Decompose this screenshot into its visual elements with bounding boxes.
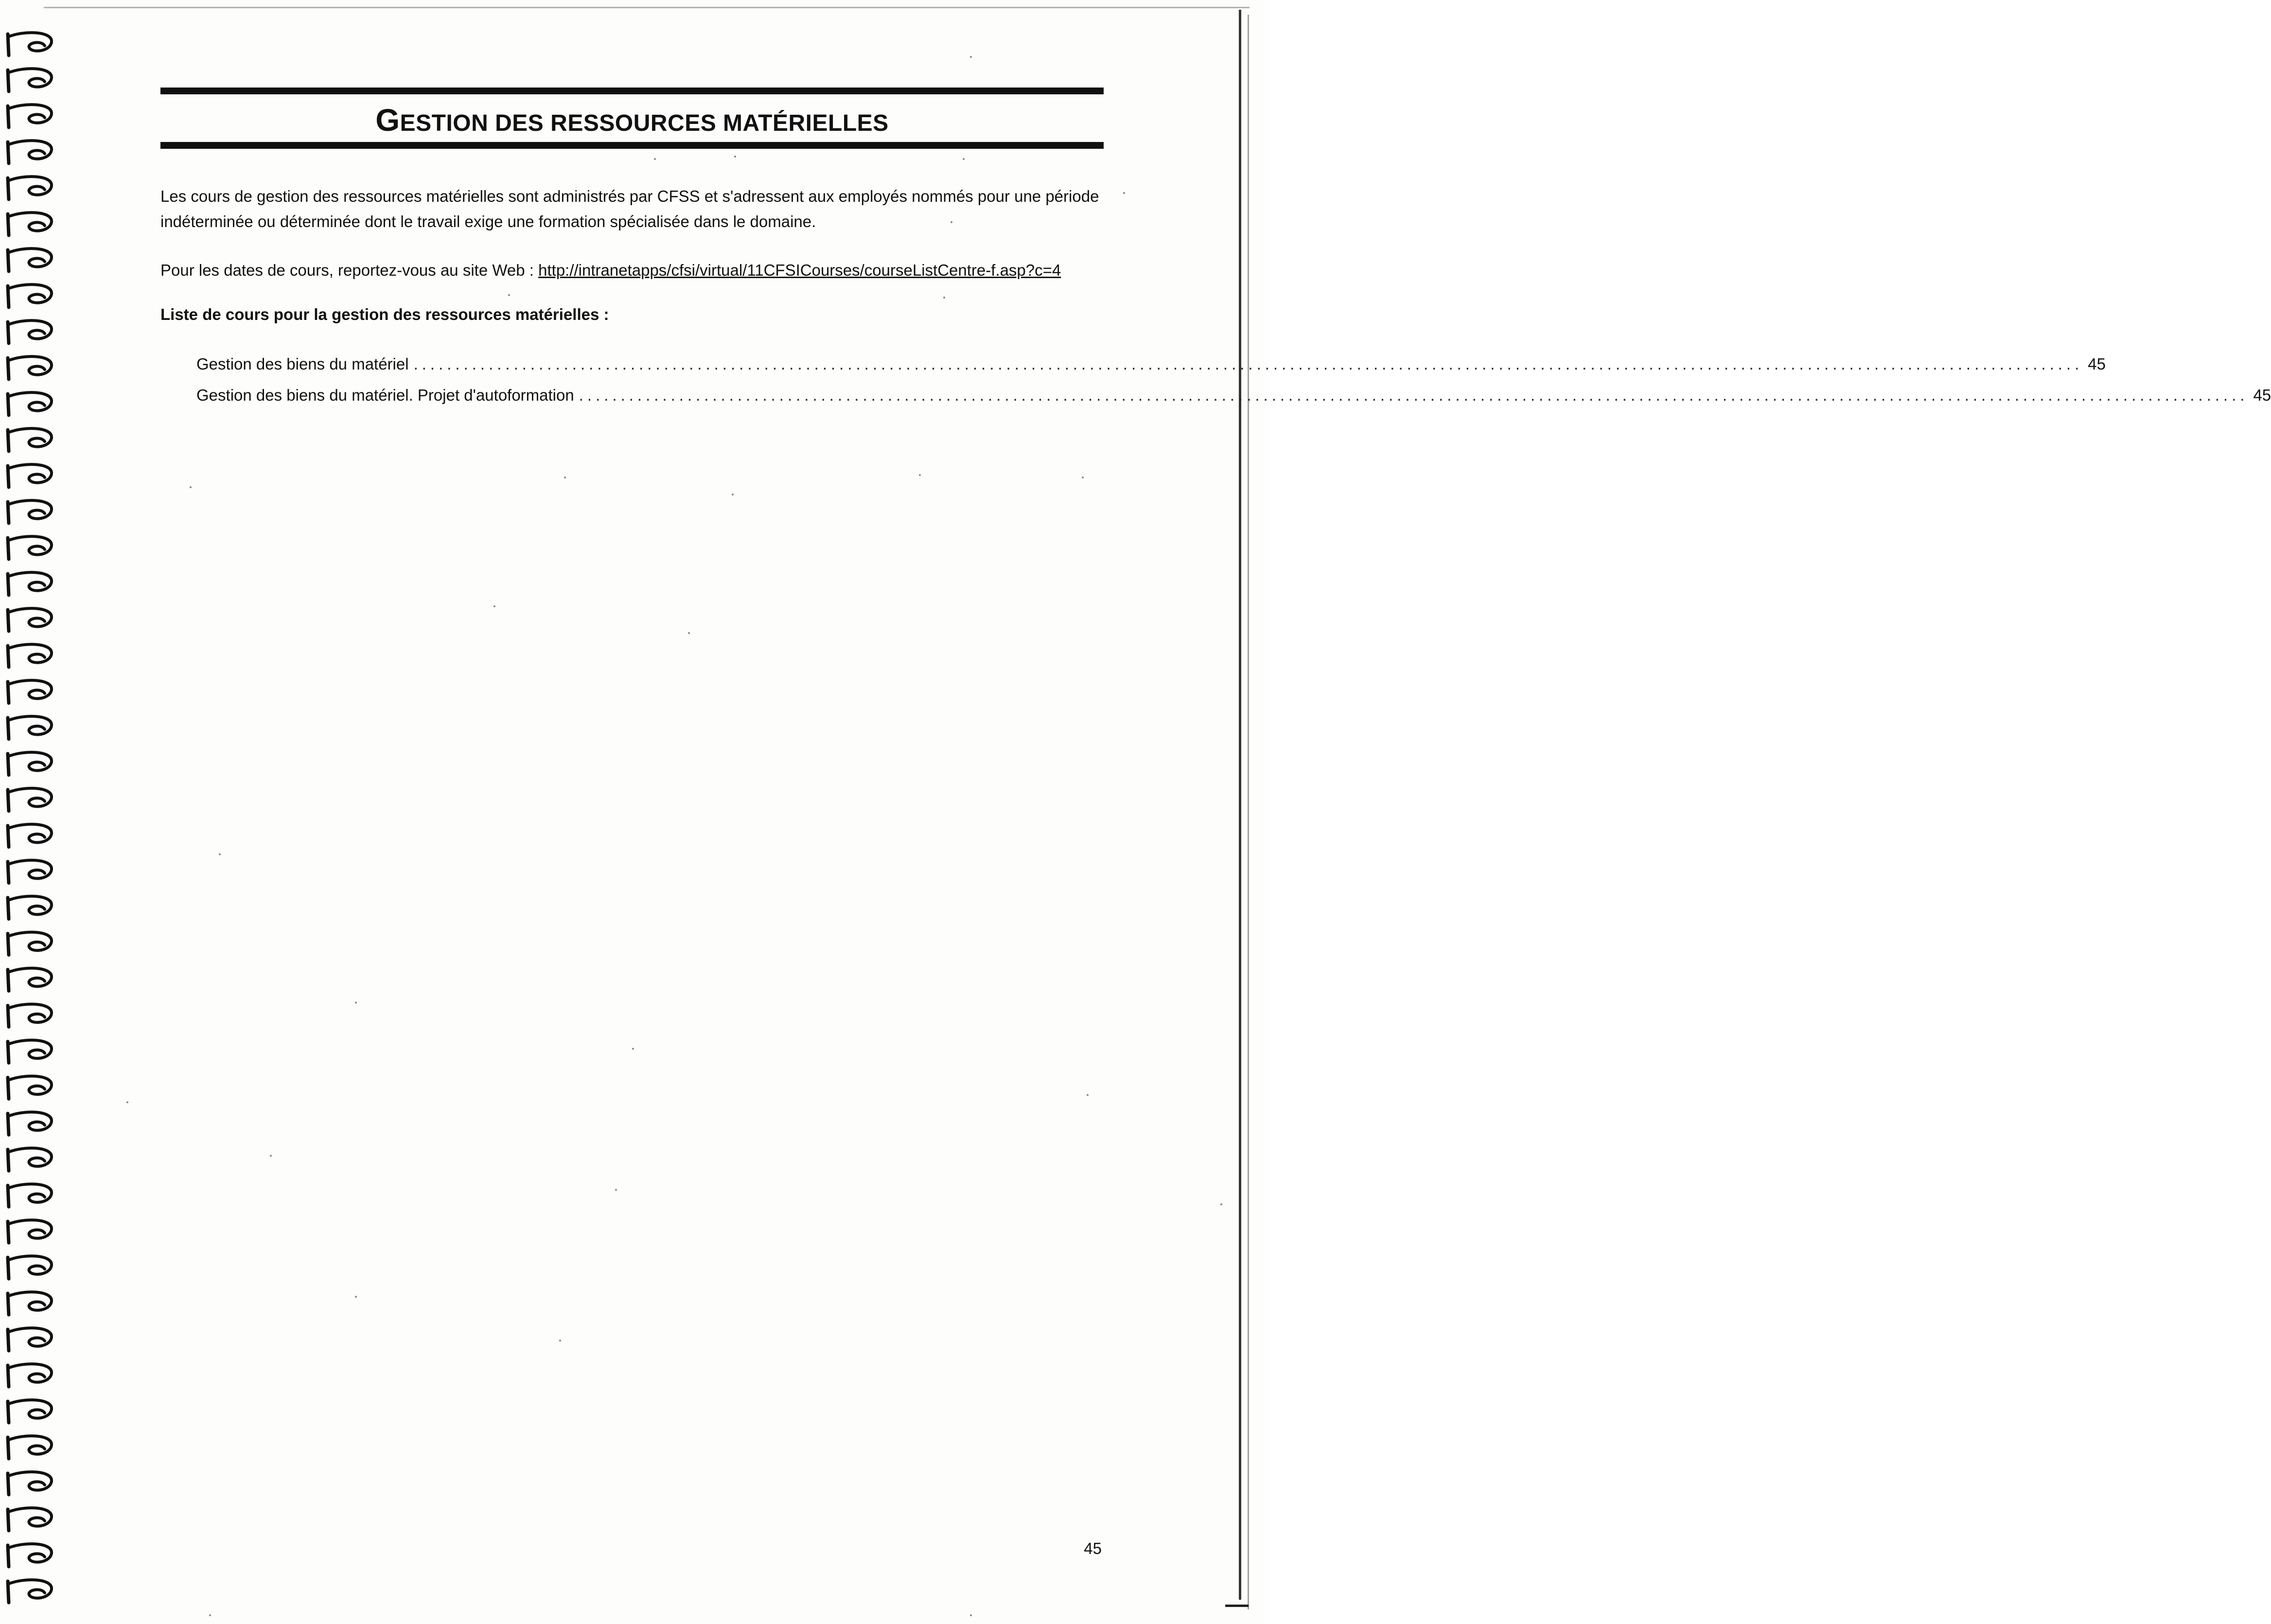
toc-entry[interactable]: [196, 355, 2106, 378]
binding-coil: [8, 788, 52, 811]
binding-coil: [8, 608, 52, 631]
page-title-rest: ESTION DES RESSOURCES MATÉRIELLES: [400, 110, 889, 136]
binding-coil: [8, 644, 52, 667]
binding-coil: [8, 1256, 52, 1279]
binding-coil: [8, 1472, 52, 1495]
binding-coil: [8, 860, 52, 883]
page-title: [160, 102, 1104, 138]
intro-paragraph: Les cours de gestion des ressources matérielles sont administrés par CFSS et s'adressent aux employés nommés pour une période indéterminée ou déterminée dont le travail exige une formation spécialisée dans le domaine.: [160, 187, 1099, 230]
binding-coil: [8, 1544, 52, 1567]
toc-entry[interactable]: [196, 386, 2271, 409]
scan-speck: [508, 294, 510, 296]
scan-speck: [559, 1340, 561, 1342]
binding-coil: [8, 69, 52, 91]
scan-speck: [732, 494, 734, 495]
binding-coil: [8, 105, 52, 127]
binding-coil: [8, 248, 52, 271]
binding-coil: [8, 33, 52, 55]
page-number: 45: [1084, 1539, 1102, 1557]
scan-speck: [963, 158, 965, 160]
binding-coil: [8, 464, 52, 487]
binding-coil: [8, 1220, 52, 1243]
scan-speck: [1123, 192, 1125, 194]
scan-speck: [1082, 477, 1084, 478]
binding-coil: [8, 1436, 52, 1459]
binding-coil: [8, 680, 52, 703]
binding-coil: [8, 500, 52, 523]
binding-coil: [8, 1328, 52, 1351]
scan-speck: [688, 632, 690, 634]
course-list-heading: Liste de cours pour la gestion des ressources matérielles :: [160, 305, 609, 323]
binding-coil: [8, 212, 52, 235]
scan-speck: [355, 1002, 357, 1004]
scan-speck: [493, 605, 495, 607]
binding-coil: [8, 428, 52, 451]
binding-coil: [8, 1040, 52, 1063]
page-edge-right: [1239, 10, 1241, 1600]
binding-coil: [8, 1004, 52, 1027]
binding-coil: [8, 1364, 52, 1387]
scan-speck: [734, 156, 736, 158]
scan-speck: [951, 221, 952, 223]
scan-speck: [564, 477, 566, 478]
heading-rule-bottom: [160, 142, 1104, 149]
binding-coil: [8, 716, 52, 739]
binding-coil: [8, 536, 52, 559]
binding-coil: [8, 572, 52, 595]
binding-coil: [8, 356, 52, 379]
course-list-link[interactable]: http://intranetapps/cfsi/virtual/11CFSICourses/courseListCentre-f.asp?c=4: [538, 261, 1061, 279]
scan-speck: [209, 1614, 211, 1616]
binding-coil: [8, 1184, 52, 1207]
binding-coil: [8, 141, 52, 163]
binding-coil: [8, 1112, 52, 1135]
toc-entry-page: 45: [2088, 355, 2106, 373]
binding-coil: [8, 752, 52, 775]
scan-speck: [190, 486, 192, 488]
binding-coil: [8, 392, 52, 415]
scan-speck: [219, 853, 221, 855]
page-title-initial: G: [375, 103, 400, 138]
scan-speck: [943, 297, 945, 299]
scan-speck: [355, 1296, 357, 1298]
scan-speck: [1087, 1094, 1089, 1096]
dates-paragraph: [160, 258, 1109, 283]
heading-rule-top: [160, 88, 1104, 94]
page-edge-top: [44, 7, 1250, 8]
toc-leader-dots: ........................................................................................................................................................................................................: [413, 355, 2083, 373]
scan-speck: [654, 158, 656, 160]
binding-coil: [8, 1292, 52, 1315]
page-edge-bottom-corner: [1225, 1605, 1249, 1607]
binding-coil: [8, 824, 52, 847]
scan-speck: [970, 56, 972, 58]
binding-coil: [8, 177, 52, 199]
scan-speck: [919, 474, 921, 476]
binding-coil: [8, 320, 52, 343]
page-edge-right-shadow: [1248, 15, 1249, 1609]
spiral-binding: [0, 19, 68, 1605]
scan-speck: [632, 1048, 634, 1050]
binding-coil: [8, 896, 52, 919]
toc-entry-title: Gestion des biens du matériel. Projet d'autoformation: [196, 386, 574, 404]
scan-speck: [1220, 1203, 1222, 1205]
binding-coil: [8, 1148, 52, 1171]
scan-speck: [970, 1614, 972, 1616]
scan-speck: [126, 1101, 128, 1103]
binding-coil: [8, 1508, 52, 1531]
binding-coil: [8, 1076, 52, 1099]
dates-prefix: Pour les dates de cours, reportez-vous au site Web :: [160, 261, 539, 279]
binding-coil: [8, 284, 52, 307]
binding-coil: [8, 1400, 52, 1423]
binding-coil: [8, 968, 52, 991]
binding-coil: [8, 1580, 52, 1603]
scan-speck: [270, 1155, 272, 1157]
binding-coil: [8, 932, 52, 955]
toc-entry-page: 45: [2253, 386, 2271, 404]
toc-leader-dots: ........................................................................................................................................................................................................: [579, 386, 2249, 404]
scan-speck: [615, 1189, 617, 1191]
toc-entry-title: Gestion des biens du matériel: [196, 355, 409, 373]
